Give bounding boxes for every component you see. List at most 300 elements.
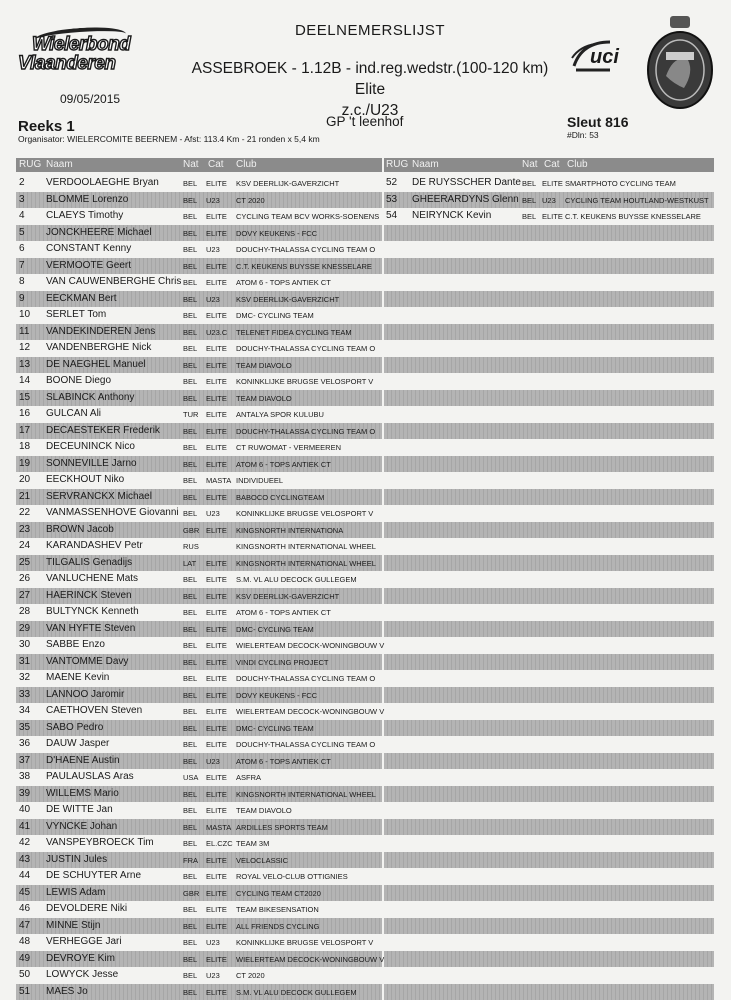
cell-nat: BEL <box>183 756 198 766</box>
cell-nat: FRA <box>183 855 198 865</box>
cell-naam: DECAESTEKER Frederik <box>46 424 160 436</box>
cell-rug: 7 <box>19 259 25 271</box>
cell-cat: ELITE <box>206 377 227 386</box>
empty-row <box>384 934 714 951</box>
cell-rug: 53 <box>386 193 398 205</box>
cell-club: DMC- CYCLING TEAM <box>236 624 314 634</box>
cell-rug: 21 <box>19 490 31 502</box>
cell-naam: LEWIS Adam <box>46 886 106 898</box>
cell-cat: ELITE <box>206 558 227 568</box>
cell-cat: ELITE <box>542 179 563 188</box>
cell-nat: BEL <box>183 954 198 964</box>
cell-cat: ELITE <box>206 426 227 436</box>
cell-naam: MINNE Stijn <box>46 919 101 931</box>
col-rug: RUG <box>19 159 42 170</box>
cell-naam: VYNCKE Johan <box>46 820 118 832</box>
cell-cat: MASTA <box>206 822 232 832</box>
cell-club: VINDI CYCLING PROJECT <box>236 657 329 667</box>
cell-cat: ELITE <box>206 657 227 667</box>
cell-club: KINGSNORTH INTERNATIONAL WHEEL <box>236 558 376 568</box>
table-row <box>16 687 382 704</box>
empty-row <box>384 918 714 935</box>
cell-club: BABOCO CYCLINGTEAM <box>236 492 325 502</box>
cell-club: DOVY KEUKENS - FCC <box>236 228 318 238</box>
empty-row <box>384 439 714 456</box>
cell-nat: BEL <box>183 443 198 452</box>
cell-nat: BEL <box>183 921 198 931</box>
cell-cat: ELITE <box>206 987 227 997</box>
empty-row <box>384 736 714 753</box>
empty-row <box>384 852 714 869</box>
cell-nat: BEL <box>183 377 198 386</box>
cell-club: DOVY KEUKENS - FCC <box>236 690 318 700</box>
empty-row <box>384 951 714 968</box>
empty-row <box>384 687 714 704</box>
cell-club: TEAM DIAVOLO <box>236 393 292 403</box>
cell-club: TEAM BIKESENSATION <box>236 905 319 914</box>
sleut-number: Sleut 816 <box>567 114 629 130</box>
cell-cat: U23 <box>206 971 220 980</box>
cell-rug: 36 <box>19 738 31 749</box>
empty-row <box>384 753 714 770</box>
cell-nat: BEL <box>183 228 198 238</box>
cell-cat: ELITE <box>206 459 227 469</box>
cell-nat: BEL <box>183 261 198 271</box>
cell-nat: BEL <box>183 971 198 980</box>
empty-row <box>384 786 714 803</box>
cell-nat: GBR <box>183 525 200 535</box>
col-rug: RUG <box>386 159 409 170</box>
cell-club: DMC- CYCLING TEAM <box>236 723 314 733</box>
cell-rug: 40 <box>19 804 31 815</box>
cell-nat: BEL <box>183 905 198 914</box>
table-row <box>16 258 382 275</box>
cell-club: TEAM 3M <box>236 839 270 848</box>
cell-naam: VANDENBERGHE Nick <box>46 342 152 353</box>
table-row <box>16 456 382 473</box>
cell-club: DOUCHY-THALASSA CYCLING TEAM O <box>236 426 376 436</box>
cell-club: ATOM 6 - TOPS ANTIEK CT <box>236 278 331 287</box>
cell-naam: VANSPEYBROECK Tim <box>46 837 154 848</box>
cell-nat: BEL <box>183 311 198 320</box>
cell-rug: 52 <box>386 177 398 188</box>
empty-row <box>384 307 714 324</box>
col-nat: Nat <box>522 159 538 170</box>
cell-naam: BULTYNCK Kenneth <box>46 606 139 617</box>
cell-club: ROYAL VELO-CLUB OTTIGNIES <box>236 872 348 881</box>
cell-rug: 46 <box>19 903 31 914</box>
cell-cat: ELITE <box>206 905 227 914</box>
cell-nat: BEL <box>183 212 198 221</box>
cell-club: ANTALYA SPOR KULUBU <box>236 410 324 419</box>
uci-logo-icon <box>570 36 640 72</box>
table-row <box>16 472 382 489</box>
cell-club: C.T. KEUKENS BUYSSE KNESSELARE <box>565 212 701 221</box>
table-row <box>16 967 382 984</box>
table-row <box>16 852 382 869</box>
empty-row <box>384 604 714 621</box>
empty-row <box>384 406 714 423</box>
col-naam: Naam <box>46 159 73 170</box>
cell-cat: U23 <box>206 938 220 947</box>
cell-cat: ELITE <box>206 410 227 419</box>
cell-club: KSV DEERLIJK-GAVERZICHT <box>236 591 340 601</box>
cell-naam: HAERINCK Steven <box>46 589 132 601</box>
gp-name: GP 't leenhof <box>326 114 404 129</box>
cell-cat: U23 <box>542 195 556 205</box>
cell-rug: 44 <box>19 870 31 881</box>
cell-naam: SERVRANCKX Michael <box>46 490 152 502</box>
cell-nat: BEL <box>183 245 198 254</box>
cell-naam: BLOMME Lorenzo <box>46 193 129 205</box>
table-row <box>16 390 382 407</box>
cell-nat: BEL <box>183 575 198 584</box>
cell-rug: 6 <box>19 243 25 254</box>
cell-club: INDIVIDUEEL <box>236 476 284 485</box>
cell-nat: BEL <box>183 195 198 205</box>
cell-club: TEAM DIAVOLO <box>236 360 292 370</box>
cell-nat: BEL <box>522 195 537 205</box>
cell-rug: 34 <box>19 705 31 716</box>
cell-cat: ELITE <box>206 311 227 320</box>
empty-row <box>384 373 714 390</box>
right-rider-table <box>384 158 714 994</box>
cell-cat: MASTA <box>206 476 232 485</box>
cell-rug: 11 <box>19 325 30 337</box>
cell-naam: NEIRYNCK Kevin <box>412 210 492 221</box>
cell-club: WIELERTEAM DECOCK-WONINGBOUW V <box>236 954 385 964</box>
cell-nat: BEL <box>183 476 198 485</box>
date: 09/05/2015 <box>60 92 121 106</box>
cell-naam: VAN CAUWENBERGHE Chris <box>46 276 182 287</box>
cell-rug: 15 <box>19 391 31 403</box>
cell-rug: 3 <box>19 193 25 205</box>
cell-naam: PAULAUSLAS Aras <box>46 771 134 782</box>
cell-rug: 27 <box>19 589 31 601</box>
empty-row <box>384 703 714 720</box>
cell-cat: ELITE <box>206 921 227 931</box>
cell-nat: BEL <box>183 624 198 634</box>
table-row <box>16 819 382 836</box>
empty-row <box>384 225 714 242</box>
cell-nat: LAT <box>183 558 197 568</box>
cell-naam: VERHEGGE Jari <box>46 936 122 947</box>
cell-rug: 54 <box>386 210 398 221</box>
cell-naam: SABBE Enzo <box>46 639 105 650</box>
table-row <box>16 802 382 819</box>
table-row <box>16 918 382 935</box>
cell-club: KONINKLIJKE BRUGSE VELOSPORT V <box>236 938 374 947</box>
rlvb-shield-icon <box>644 14 716 110</box>
empty-row <box>384 571 714 588</box>
table-row <box>16 621 382 638</box>
table-row <box>16 307 382 324</box>
empty-row <box>384 769 714 786</box>
cell-cat: ELITE <box>206 525 227 535</box>
table-row <box>16 439 382 456</box>
cell-naam: CAETHOVEN Steven <box>46 705 143 716</box>
cell-nat: BEL <box>183 179 198 188</box>
cell-rug: 4 <box>19 210 25 221</box>
cell-naam: DE NAEGHEL Manuel <box>46 358 146 370</box>
reeks-label: Reeks 1 <box>18 118 75 135</box>
cell-rug: 47 <box>19 919 31 931</box>
participant-count: #Dln: 53 <box>567 130 599 140</box>
cell-rug: 14 <box>19 375 31 386</box>
cell-club: DOUCHY-THALASSA CYCLING TEAM O <box>236 245 376 254</box>
empty-row <box>384 390 714 407</box>
table-row <box>16 786 382 803</box>
cell-cat: ELITE <box>206 674 227 683</box>
table-row <box>16 241 382 258</box>
empty-row <box>384 720 714 737</box>
col-naam: Naam <box>412 159 439 170</box>
empty-row <box>384 885 714 902</box>
cell-rug: 42 <box>19 837 31 848</box>
cell-rug: 20 <box>19 474 31 485</box>
cell-rug: 12 <box>19 342 31 353</box>
cell-cat: U23 <box>206 294 220 304</box>
cell-nat: BEL <box>183 492 198 502</box>
table-row <box>16 736 382 753</box>
empty-row <box>384 835 714 852</box>
cell-cat: ELITE <box>206 591 227 601</box>
cell-naam: CLAEYS Timothy <box>46 210 124 221</box>
cell-nat: USA <box>183 773 199 782</box>
cell-club: DOUCHY-THALASSA CYCLING TEAM O <box>236 344 376 353</box>
empty-row <box>384 505 714 522</box>
empty-row <box>384 472 714 489</box>
table-row <box>16 489 382 506</box>
cell-rug: 25 <box>19 556 31 568</box>
cell-naam: DE WITTE Jan <box>46 804 113 815</box>
cell-rug: 33 <box>19 688 31 700</box>
cell-naam: VANMASSENHOVE Giovanni <box>46 507 179 518</box>
cell-club: CYCLING TEAM CT2020 <box>236 888 321 898</box>
cell-nat: BEL <box>522 179 537 188</box>
empty-row <box>384 819 714 836</box>
cell-rug: 5 <box>19 226 25 238</box>
cell-rug: 22 <box>19 507 31 518</box>
empty-row <box>384 357 714 374</box>
cell-nat: GBR <box>183 888 200 898</box>
cell-cat: ELITE <box>206 888 227 898</box>
cell-cat: ELITE <box>206 179 227 188</box>
cell-cat: ELITE <box>206 624 227 634</box>
cell-rug: 49 <box>19 952 31 964</box>
table-row <box>384 208 714 225</box>
cell-naam: MAENE Kevin <box>46 672 110 683</box>
cell-cat: ELITE <box>206 575 227 584</box>
cell-cat: ELITE <box>206 360 227 370</box>
cell-nat: BEL <box>183 789 198 799</box>
cell-nat: BEL <box>183 327 198 337</box>
cell-naam: JONCKHEERE Michael <box>46 226 152 238</box>
cell-club: CT 2020 <box>236 195 265 205</box>
table-row <box>16 522 382 539</box>
cell-nat: BEL <box>183 641 198 650</box>
cell-cat: ELITE <box>206 872 227 881</box>
cell-club: C.T. KEUKENS BUYSSE KNESSELARE <box>236 261 372 271</box>
empty-row <box>384 489 714 506</box>
cell-rug: 8 <box>19 276 25 287</box>
empty-row <box>384 868 714 885</box>
cell-rug: 9 <box>19 292 25 304</box>
cell-naam: VANTOMME Davy <box>46 655 129 667</box>
cell-nat: BEL <box>183 393 198 403</box>
cell-rug: 2 <box>19 177 25 188</box>
cell-club: WIELERTEAM DECOCK-WONINGBOUW V <box>236 641 385 650</box>
table-row <box>16 555 382 572</box>
cell-naam: VERMOOTE Geert <box>46 259 132 271</box>
cell-naam: EECKMAN Bert <box>46 292 117 304</box>
cell-club: KINGSNORTH INTERNATIONAL WHEEL <box>236 542 376 551</box>
cell-cat: ELITE <box>206 855 227 865</box>
cell-cat: ELITE <box>206 261 227 271</box>
cell-nat: BEL <box>183 360 198 370</box>
cell-nat: BEL <box>183 459 198 469</box>
cell-nat: TUR <box>183 410 199 419</box>
logo-line2: Vlaanderen <box>18 53 116 74</box>
cell-nat: BEL <box>183 509 198 518</box>
cell-cat: ELITE <box>206 740 227 749</box>
table-row <box>16 753 382 770</box>
table-header <box>384 158 714 172</box>
cell-cat: ELITE <box>206 228 227 238</box>
cell-club: ATOM 6 - TOPS ANTIEK CT <box>236 756 331 766</box>
cell-club: ASFRA <box>236 773 262 782</box>
table-row <box>16 637 385 654</box>
cell-nat: BEL <box>183 839 198 848</box>
cell-club: ATOM 6 - TOPS ANTIEK CT <box>236 608 331 617</box>
cell-rug: 51 <box>19 985 31 997</box>
cell-naam: SERLET Tom <box>46 309 107 320</box>
cell-cat: ELITE <box>206 443 227 452</box>
cell-rug: 43 <box>19 853 31 865</box>
table-row <box>16 505 382 522</box>
cell-naam: DE SCHUYTER Arne <box>46 870 142 881</box>
cell-nat: BEL <box>183 591 198 601</box>
cell-naam: SONNEVILLE Jarno <box>46 457 137 469</box>
table-row <box>16 984 382 1000</box>
cell-nat: BEL <box>183 426 198 436</box>
cell-naam: DEVROYE Kim <box>46 952 115 964</box>
cell-club: S.M. VL ALU DECOCK GULLEGEM <box>236 987 357 997</box>
table-row <box>16 225 382 242</box>
cell-cat: ELITE <box>206 641 227 650</box>
cell-rug: 17 <box>19 424 31 436</box>
table-row <box>16 720 382 737</box>
cell-naam: VAN HYFTE Steven <box>46 622 136 634</box>
cell-rug: 48 <box>19 936 31 947</box>
organisator-line: Organisator: WIELERCOMITE BEERNEM - Afst: 113.4 Km - 21 ronden x 5,4 km <box>18 134 320 144</box>
cell-cat: U23 <box>206 509 220 518</box>
svg-text:uci: uci <box>590 46 619 68</box>
cell-naam: SLABINCK Anthony <box>46 391 135 403</box>
wielerbond-vlaanderen-logo <box>14 26 142 76</box>
cell-club: KINGSNORTH INTERNATIONA <box>236 525 344 535</box>
cell-club: VELOCLASSIC <box>236 855 289 865</box>
table-row <box>16 835 382 852</box>
empty-row <box>384 538 714 555</box>
cell-naam: BOONE Diego <box>46 375 112 386</box>
cell-rug: 50 <box>19 969 31 980</box>
cell-club: KONINKLIJKE BRUGSE VELOSPORT V <box>236 509 374 518</box>
cell-cat: ELITE <box>206 278 227 287</box>
cell-cat: U23 <box>206 245 220 254</box>
table-row <box>16 291 382 308</box>
race-line1: ASSEBROEK - 1.12B - ind.reg.wedstr.(100-120 km) Elite <box>191 60 549 98</box>
col-cat: Cat <box>544 159 560 170</box>
empty-row <box>384 274 714 291</box>
cell-club: CYCLING TEAM BCV WORKS-SOENENS <box>236 212 380 221</box>
table-row <box>16 769 382 786</box>
col-club: Club <box>567 159 588 170</box>
cell-naam: VANDEKINDEREN Jens <box>46 325 156 337</box>
cell-rug: 23 <box>19 523 31 535</box>
cell-rug: 26 <box>19 573 31 584</box>
left-rider-table <box>16 158 385 997</box>
table-row <box>384 175 714 192</box>
table-row <box>16 604 382 621</box>
cell-naam: WILLEMS Mario <box>46 787 119 799</box>
table-row <box>16 340 382 357</box>
cell-rug: 29 <box>19 622 31 634</box>
cell-nat: BEL <box>183 344 198 353</box>
cell-rug: 16 <box>19 408 31 419</box>
cell-cat: U23.C <box>206 327 228 337</box>
empty-row <box>384 423 714 440</box>
cell-cat: ELITE <box>206 707 227 716</box>
cell-cat: ELITE <box>206 690 227 700</box>
table-row <box>16 934 382 951</box>
cell-naam: DECEUNINCK Nico <box>46 441 135 452</box>
empty-row <box>384 522 714 539</box>
cell-club: TELENET FIDEA CYCLING TEAM <box>236 327 352 337</box>
table-row <box>16 373 382 390</box>
cell-naam: BROWN Jacob <box>46 523 114 535</box>
cell-nat: BEL <box>183 806 198 815</box>
cell-naam: SABO Pedro <box>46 721 104 733</box>
cell-club: KINGSNORTH INTERNATIONAL WHEEL <box>236 789 376 799</box>
cell-cat: ELITE <box>206 344 227 353</box>
cell-naam: JUSTIN Jules <box>46 853 108 865</box>
cell-naam: GHEERARDYNS Glenn <box>412 193 519 205</box>
cell-naam: MAES Jo <box>46 985 88 997</box>
cell-cat: ELITE <box>206 492 227 502</box>
col-cat: Cat <box>208 159 224 170</box>
table-row <box>16 538 382 555</box>
cell-club: KSV DEERLIJK-GAVERZICHT <box>236 294 340 304</box>
cell-club: CYCLING TEAM HOUTLAND-WESTKUST <box>565 195 709 205</box>
table-row <box>16 703 385 720</box>
table-row <box>16 423 382 440</box>
cell-nat: BEL <box>183 987 198 997</box>
cell-naam: D'HAENE Austin <box>46 754 120 766</box>
cell-rug: 18 <box>19 441 31 452</box>
cell-naam: DE RUYSSCHER Dante <box>412 177 521 188</box>
cell-naam: GULCAN Ali <box>46 408 102 419</box>
cell-cat: ELITE <box>206 212 227 221</box>
cell-club: KONINKLIJKE BRUGSE VELOSPORT V <box>236 377 374 386</box>
cell-rug: 28 <box>19 606 31 617</box>
col-nat: Nat <box>183 159 199 170</box>
cell-rug: 41 <box>19 820 31 832</box>
cell-nat: BEL <box>183 707 198 716</box>
cell-rug: 45 <box>19 886 31 898</box>
col-club: Club <box>236 159 257 170</box>
empty-row <box>384 637 714 654</box>
